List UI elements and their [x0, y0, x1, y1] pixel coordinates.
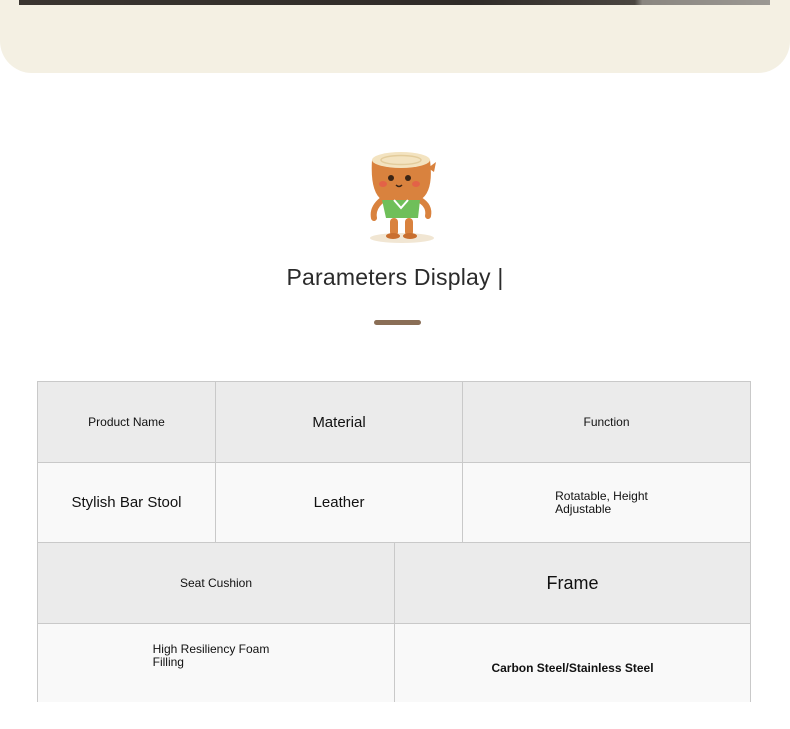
top-card [0, 0, 790, 73]
value-cell-material [216, 463, 463, 542]
product-name-value: Stylish Bar Stool [71, 494, 182, 511]
header-cell-material [216, 382, 463, 462]
value-cell-function [463, 463, 750, 542]
table-row [38, 462, 750, 542]
seat-cushion-value-line1: High Resiliency Foam [152, 642, 270, 656]
section-title: Parameters Display | [286, 264, 504, 290]
frame-label: Frame [546, 572, 599, 593]
function-label: Function [583, 415, 630, 429]
header-cell-frame [395, 543, 750, 623]
header-cell-product-name [38, 382, 216, 462]
seat-cushion-value [153, 643, 270, 669]
header-cell-function [463, 382, 750, 462]
product-name-label: Product Name [88, 415, 165, 429]
seat-cushion-value-line2: Filling [152, 655, 184, 669]
function-value-line1: Rotatable, Height [555, 488, 648, 503]
table-row [38, 382, 750, 462]
wood-stump-mascot-icon [364, 148, 440, 244]
function-value-line2: Adjustable [555, 501, 612, 516]
frame-value: Carbon Steel/Stainless Steel [491, 661, 654, 675]
product-photo-edge [19, 0, 770, 5]
value-cell-seat-cushion [38, 624, 395, 702]
header-cell-seat-cushion [38, 543, 395, 623]
title-underline [374, 320, 421, 325]
table-row [38, 623, 750, 702]
parameters-table [37, 381, 751, 702]
function-value [555, 490, 648, 516]
seat-cushion-label: Seat Cushion [179, 576, 253, 590]
value-cell-product-name [38, 463, 216, 542]
value-cell-frame [395, 624, 750, 702]
material-label: Material [312, 413, 366, 431]
material-value: Leather [313, 494, 365, 511]
table-row [38, 542, 750, 623]
